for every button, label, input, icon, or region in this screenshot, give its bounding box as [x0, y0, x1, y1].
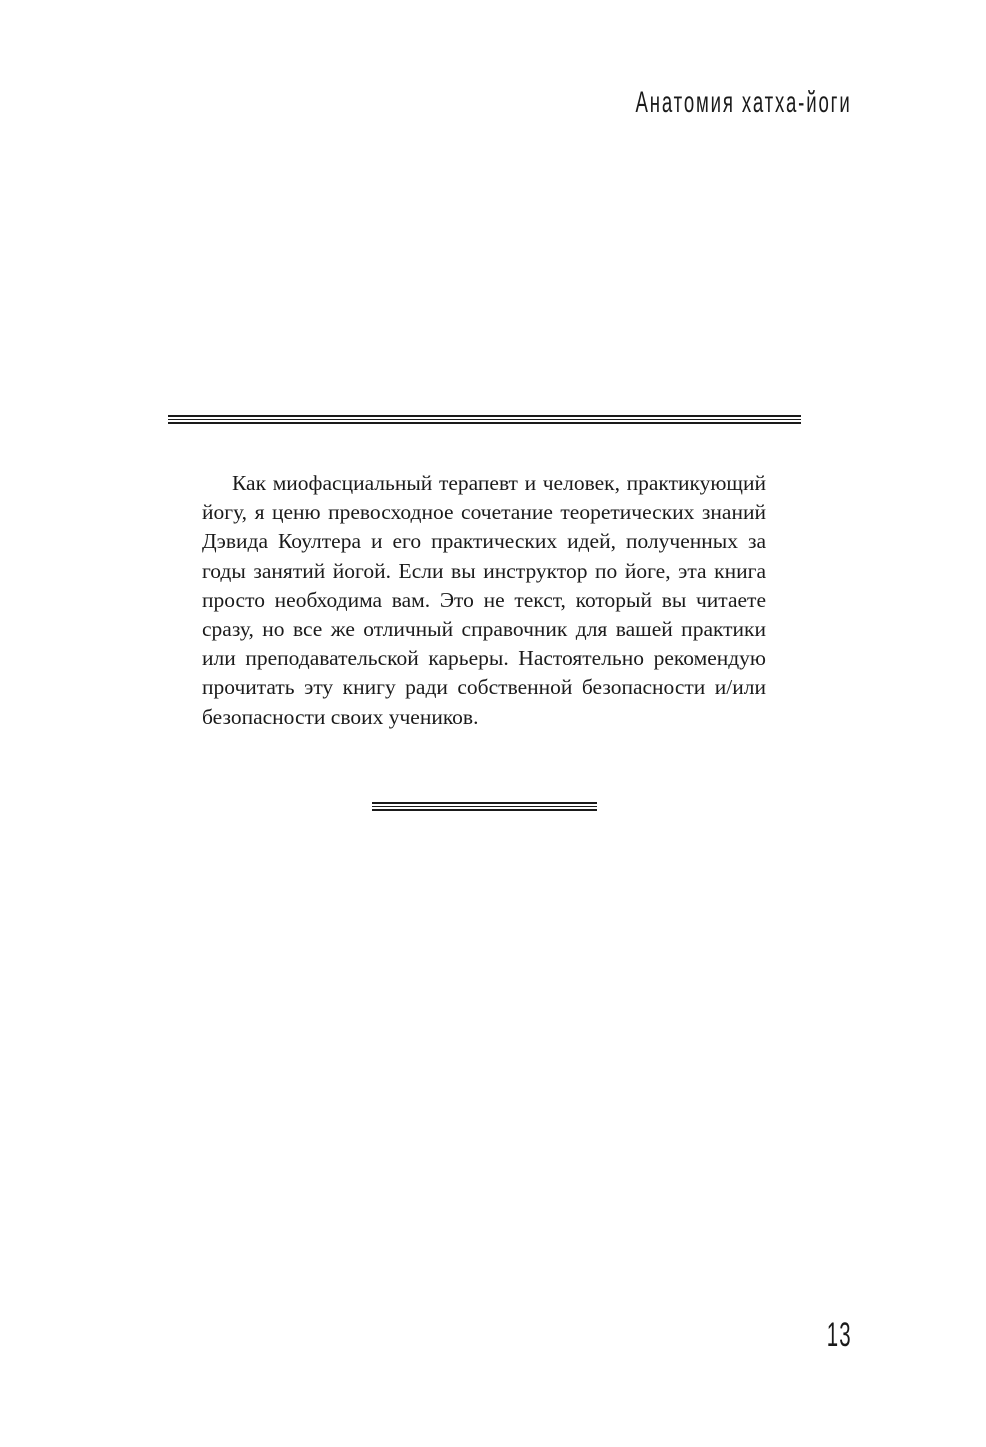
testimonial-quote: Как миофасциальный терапевт и человек, практикующий йогу, я ценю превосходное сочетание теоретических знаний Дэвида Коултера и его практических идей, полученных за годы занятий йогой. Если вы инструктор по йоге, эта книга просто необходима вам. Это не текст, который вы читаете сразу, но все же отличный справочник для вашей практики или преподавательской карьеры. Настоятельно рекомендую прочитать эту книгу ради собственной безопасности и/или безопасности своих учеников.	[202, 471, 766, 729]
page-number: 13	[826, 1316, 852, 1354]
top-divider	[168, 415, 801, 424]
running-header-title: Анатомия хатха-йоги	[635, 86, 852, 119]
bottom-divider	[372, 802, 597, 811]
